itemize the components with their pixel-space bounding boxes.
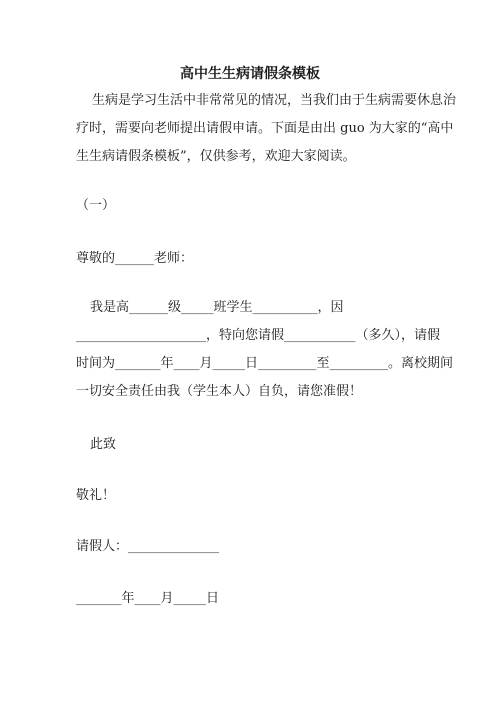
date-line: _______年____月_____日 (76, 591, 220, 606)
intro-line-2: 疗时，需要向老师提出请假申请。下面是由出 guo 为大家的“高中 (76, 121, 454, 136)
applicant-line: 请假人：______________ (76, 539, 220, 554)
body-line-2: ____________________，特向您请假___________（多久），请假 (76, 328, 441, 343)
closing-regards: 此致 (90, 437, 117, 452)
intro-line-3: 生生病请假条模板”，仅供参考，欢迎大家阅读。 (76, 149, 356, 164)
salutation: 尊敬的______老师： (76, 251, 194, 266)
document-title: 高中生生病请假条模板 (180, 66, 320, 82)
body-line-4: 一切安全责任由我（学生本人）自负，请您准假！ (76, 384, 363, 399)
section-marker: （一） (76, 198, 116, 213)
body-line-1: 我是高______级_____班学生__________，因 (90, 300, 344, 315)
intro-line-1: 生病是学习生活中非常常见的情况，当我们由于生病需要休息治 (92, 93, 457, 108)
closing-salute: 敬礼！ (76, 488, 116, 503)
body-line-3: 时间为_______年____月_____日_________至_________。离校期间 (76, 356, 454, 371)
